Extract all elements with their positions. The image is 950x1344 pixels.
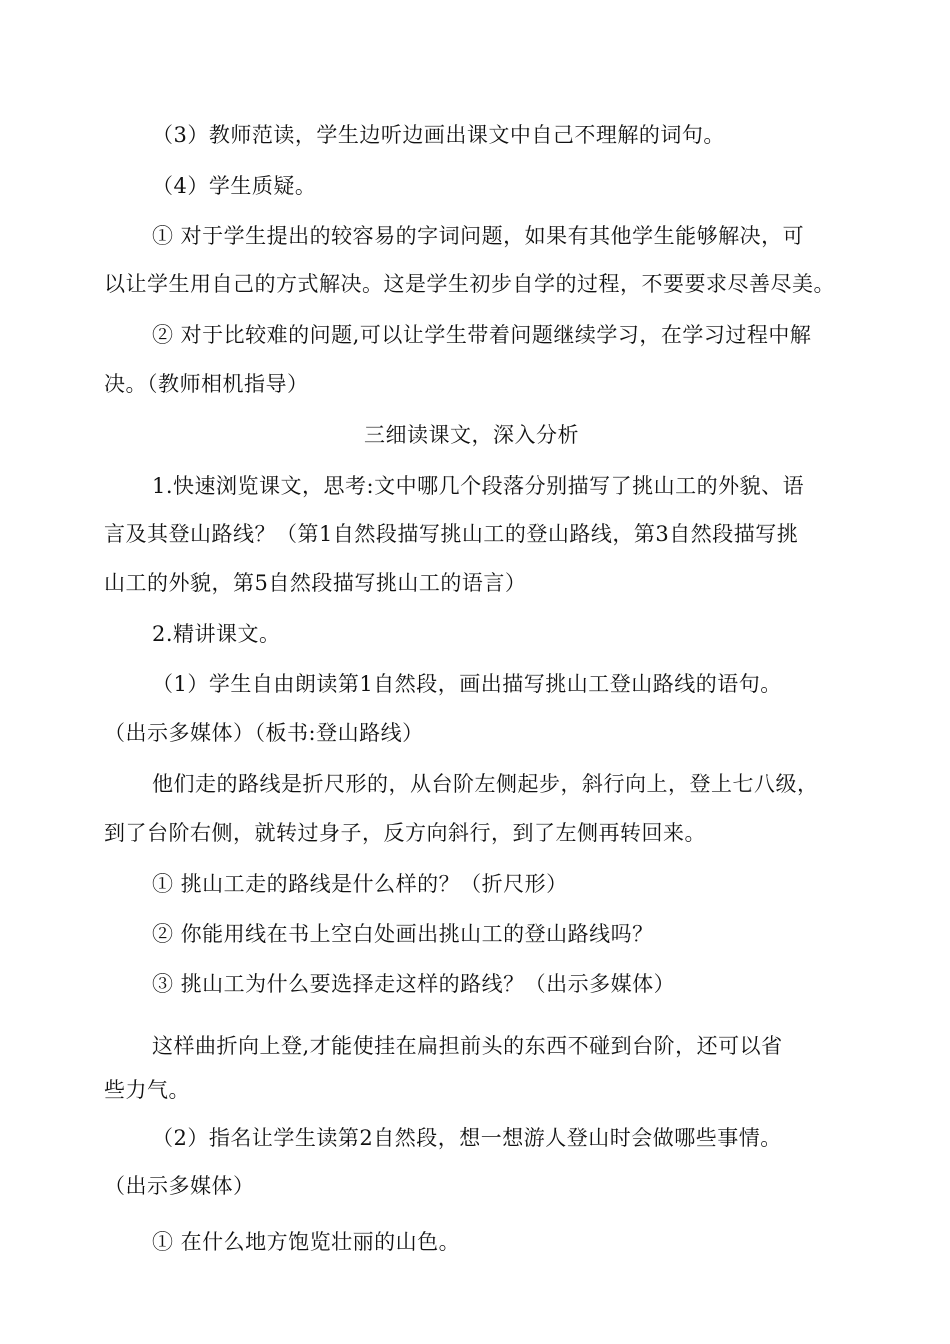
paragraph-line: （3）教师范读，学生边听边画出课文中自己不理解的词句。 — [152, 123, 725, 147]
paragraph-line: （出示多媒体） — [104, 1174, 255, 1198]
list-item: ② 你能用线在书上空白处画出挑山工的登山路线吗？ — [152, 922, 654, 946]
paragraph-line: 些力气。 — [104, 1078, 190, 1102]
paragraph-line: 1.快速浏览课文，思考:文中哪几个段落分别描写了挑山工的外貌、语 — [152, 474, 805, 498]
list-item: ① 挑山工走的路线是什么样的？（折尺形） — [152, 872, 568, 896]
paragraph-line: 言及其登山路线？（第1自然段描写挑山工的登山路线，第3自然段描写挑 — [104, 522, 799, 546]
paragraph-line: （4）学生质疑。 — [152, 174, 317, 198]
paragraph-line: （出示多媒体）（板书:登山路线） — [104, 721, 424, 745]
paragraph-line: ① 对于学生提出的较容易的字词问题，如果有其他学生能够解决，可 — [152, 224, 805, 248]
paragraph-line: 他们走的路线是折尺形的，从台阶左侧起步，斜行向上，登上七八级， — [152, 772, 819, 796]
paragraph-line: 2.精讲课文。 — [152, 622, 281, 646]
paragraph-line: ② 对于比较难的问题,可以让学生带着问题继续学习，在学习过程中解 — [152, 323, 812, 347]
paragraph-line: （1）学生自由朗读第1自然段，画出描写挑山工登山路线的语句。 — [152, 672, 782, 696]
paragraph-line: 这样曲折向上登,才能使挂在扁担前头的东西不碰到台阶，还可以省 — [152, 1034, 783, 1058]
paragraph-line: （2）指名让学生读第2自然段，想一想游人登山时会做哪些事情。 — [152, 1126, 782, 1150]
list-item: ③ 挑山工为什么要选择走这样的路线？（出示多媒体） — [152, 972, 676, 996]
paragraph-line: 到了台阶右侧，就转过身子，反方向斜行，到了左侧再转回来。 — [104, 821, 706, 845]
paragraph-line: 以让学生用自己的方式解决。这是学生初步自学的过程，不要要求尽善尽美。 — [104, 272, 835, 296]
paragraph-line: 山工的外貌，第5自然段描写挑山工的语言） — [104, 571, 527, 595]
paragraph-line: 决。（教师相机指导） — [104, 372, 309, 396]
list-item: ① 在什么地方饱览壮丽的山色。 — [152, 1230, 461, 1254]
section-heading: 三细读课文，深入分析 — [364, 423, 579, 447]
